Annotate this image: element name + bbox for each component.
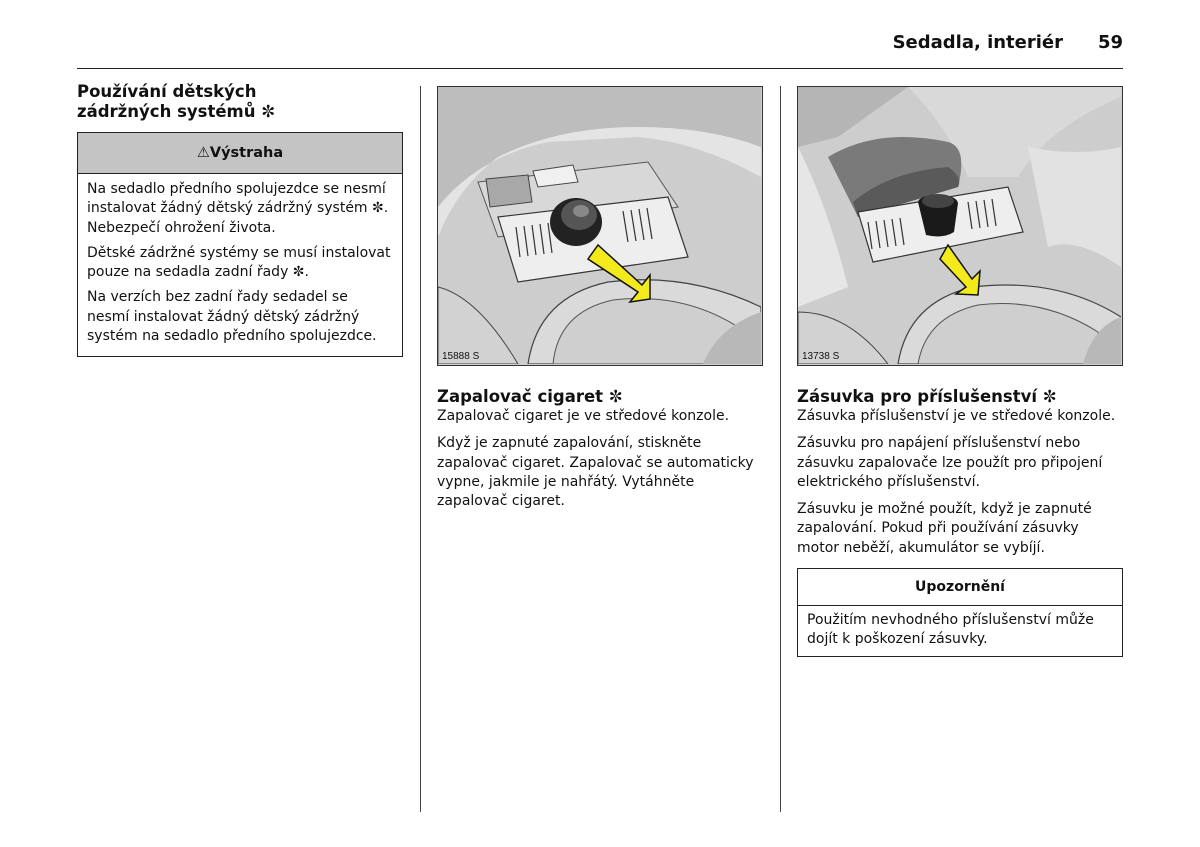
body-paragraph: Zásuvka příslušenství je ve středové konzole. [797, 408, 1116, 424]
figure-code: 13738 S [802, 351, 840, 362]
page-number: 59 [1097, 32, 1123, 53]
warning-title: ⚠Výstraha [78, 133, 402, 174]
warning-paragraph: Na verzích bez zadní řady sedadel se nesmí instalovat žádný dětský zádržný systém na sedadlo předního spolujezdce. [87, 289, 377, 345]
child-restraint-heading: Používání dětských zádržných systémů ✼ [77, 82, 276, 121]
cigarette-lighter-illustration [438, 87, 761, 364]
child-restraint-section [77, 82, 403, 357]
cigarette-lighter-section [437, 86, 763, 519]
body-paragraph: Zásuvku je možné použít, když je zapnuté zapalování. Pokud při používání zásuvky motor neběží, akumulátor se vybíjí. [797, 501, 1092, 556]
cigarette-lighter-heading: Zapalovač cigaret ✼ [437, 387, 623, 406]
column-divider [420, 86, 421, 812]
warning-paragraph: Na sedadlo předního spolujezdce se nesmí instalovat žádný dětský zádržný systém ✼. Nebezpečí ohrožení života. [87, 181, 389, 236]
column-divider [780, 86, 781, 812]
warning-paragraph: Dětské zádržné systémy se musí instalovat pouze na sedadla zadní řady ✼. [87, 244, 391, 281]
accessory-socket-section [797, 86, 1123, 657]
notice-text: Použitím nevhodného příslušenství může dojít k poškození zásuvky. [807, 612, 1094, 648]
cigarette-lighter-figure [437, 86, 763, 366]
body-paragraph: Když je zapnuté zapalování, stiskněte zapalovač cigaret. Zapalovač se automaticky vypne, jakmile je nahřátý. Vytáhněte zapalovač cigaret. [437, 435, 754, 510]
accessory-socket-illustration [798, 87, 1121, 364]
section-title: Sedadla, interiér [892, 32, 1063, 53]
notice-body [798, 606, 1122, 656]
body-paragraph: Zásuvku pro napájení příslušenství nebo zásuvku zapalovače lze použít pro připojení elektrického příslušenství. [797, 435, 1103, 490]
accessory-socket-figure [797, 86, 1123, 366]
body-paragraph: Zapalovač cigaret je ve středové konzole. [437, 408, 730, 424]
warning-box [77, 132, 403, 357]
notice-box [797, 568, 1123, 657]
warning-body [78, 174, 402, 356]
notice-title: Upozornění [798, 569, 1122, 606]
page-header [77, 30, 1123, 69]
figure-code: 15888 S [442, 351, 480, 362]
accessory-socket-heading: Zásuvka pro příslušenství ✼ [797, 387, 1057, 406]
